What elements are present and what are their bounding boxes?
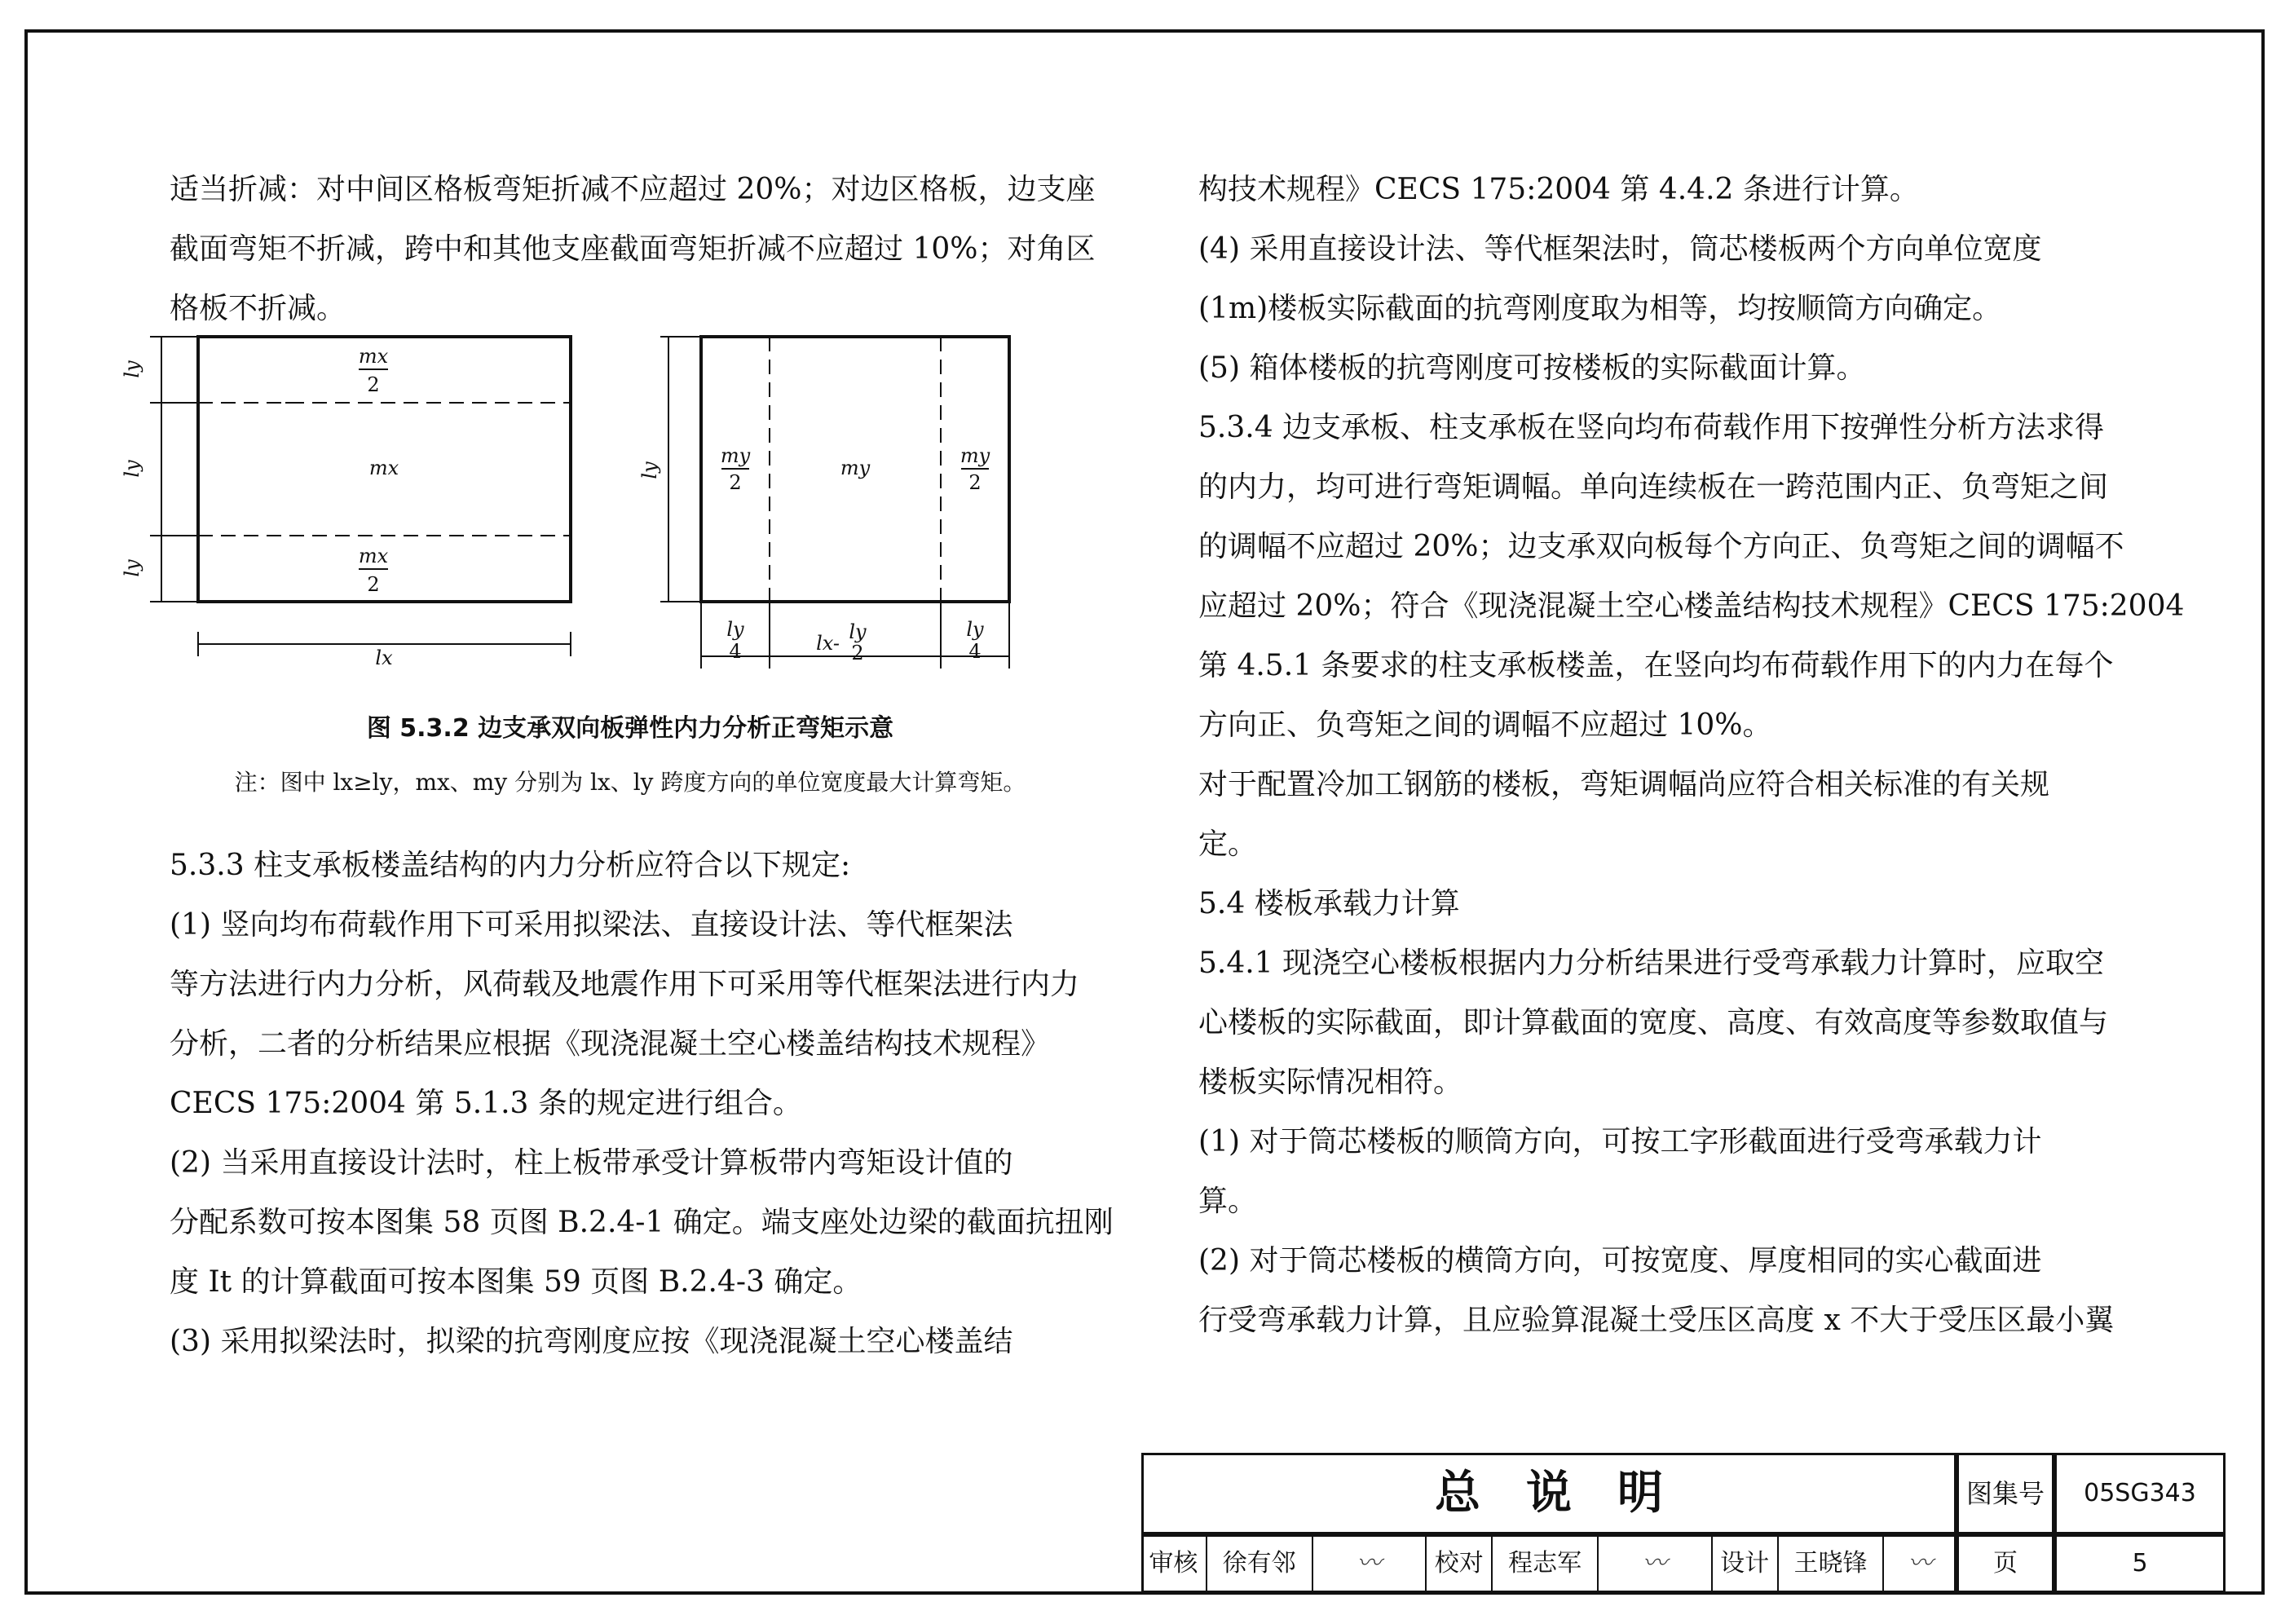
text-line: (1m)楼板实际截面的抗弯刚度取为相等，均按顺筒方向确定。 bbox=[1198, 292, 2002, 325]
ly4-right-den: 4 bbox=[968, 640, 982, 663]
page-number: 5 bbox=[2132, 1549, 2148, 1578]
review-label: 审核 bbox=[1141, 1534, 1207, 1593]
text-line: 的调幅不应超过 20%；边支承双向板每个方向正、负弯矩之间的调幅不 bbox=[1198, 530, 2124, 563]
text-line: 适当折减：对中间区格板弯矩折减不应超过 20%；对边区格板，边支座 bbox=[170, 173, 1096, 206]
lx-label: lx bbox=[375, 647, 393, 669]
ly-over2-num: ly bbox=[849, 620, 867, 643]
reviewer-name: 徐有邻 bbox=[1207, 1534, 1313, 1593]
text-line: (2) 当采用直接设计法时，柱上板带承受计算板带内弯矩设计值的 bbox=[170, 1146, 1013, 1180]
text-line: 对于配置冷加工钢筋的楼板，弯矩调幅尚应符合相关标准的有关规 bbox=[1198, 768, 2050, 801]
ly4-right-num: ly bbox=[966, 618, 984, 641]
text-line: 第 4.5.1 条要求的柱支承板楼盖，在竖向均布荷载作用下的内力在每个 bbox=[1198, 649, 2114, 682]
text-line: 定。 bbox=[1198, 827, 1258, 861]
mx-half-bottom-den: 2 bbox=[367, 573, 380, 596]
title-block bbox=[1141, 1453, 2226, 1593]
check-label: 校对 bbox=[1427, 1534, 1493, 1593]
text-line: 度 It 的计算截面可按本图集 59 页图 B.2.4-3 确定。 bbox=[170, 1265, 862, 1299]
right-column bbox=[1198, 160, 2185, 1350]
text-line: CECS 175:2004 第 5.1.3 条的规定进行组合。 bbox=[170, 1087, 802, 1120]
ly4-left-den: 4 bbox=[729, 640, 742, 663]
mx-half-top-den: 2 bbox=[367, 373, 380, 396]
my-half-right-den: 2 bbox=[968, 471, 982, 494]
text-line: 应超过 20%；符合《现浇混凝土空心楼盖结构技术规程》CECS 175:2004 bbox=[1198, 589, 2185, 623]
text-line: 楼板实际情况相符。 bbox=[1198, 1066, 1463, 1099]
lx-minus-label: lx- bbox=[816, 632, 840, 655]
atlas-number: 05SG343 bbox=[2084, 1479, 2196, 1507]
left-column-continued bbox=[170, 836, 1114, 1371]
reviewer-signature: 〰 bbox=[1313, 1534, 1427, 1593]
my-half-left-num: my bbox=[720, 444, 751, 467]
text-line: 5.4.1 现浇空心楼板根据内力分析结果进行受弯承载力计算时，应取空 bbox=[1198, 947, 2105, 980]
section-heading: 5.3.4 边支承板、柱支承板在竖向均布荷载作用下按弹性分析方法求得 bbox=[1198, 411, 2105, 444]
text-line: 等方法进行内力分析，风荷载及地震作用下可采用等代框架法进行内力 bbox=[170, 968, 1080, 1001]
ly-label: ly bbox=[638, 461, 661, 479]
mx-label: mx bbox=[368, 457, 399, 479]
page-label: 页 bbox=[1993, 1549, 2018, 1578]
ly2-num: ly bbox=[121, 460, 143, 478]
section-heading: 5.4 楼板承载力计算 bbox=[1198, 887, 1460, 920]
text-line: 行受弯承载力计算，且应验算混凝土受压区高度 x 不大于受压区最小翼 bbox=[1198, 1304, 2115, 1337]
ly4-top-num: ly bbox=[121, 360, 143, 378]
text-line: 构技术规程》CECS 175:2004 第 4.4.2 条进行计算。 bbox=[1198, 173, 1919, 206]
text-line: 截面弯矩不折减，跨中和其他支座截面弯矩折减不应超过 10%；对角区 bbox=[170, 232, 1096, 266]
text-line: 分配系数可按本图集 58 页图 B.2.4-1 确定。端支座处边梁的截面抗扭刚 bbox=[170, 1206, 1114, 1239]
text-line: 算。 bbox=[1198, 1185, 1258, 1218]
text-line: (3) 采用拟梁法时，拟梁的抗弯刚度应按《现浇混凝土空心楼盖结 bbox=[170, 1325, 1013, 1358]
mx-half-top-num: mx bbox=[358, 345, 389, 368]
ly-over2-den: 2 bbox=[851, 642, 864, 664]
ly4-bottom-num: ly bbox=[121, 559, 143, 577]
signature-fields bbox=[1141, 1534, 1957, 1593]
my-label: my bbox=[840, 457, 871, 479]
text-line: (4) 采用直接设计法、等代框架法时，筒芯楼板两个方向单位宽度 bbox=[1198, 232, 2042, 266]
sheet-title: 总 说 明 bbox=[1435, 1467, 1663, 1520]
designer-name: 王晓锋 bbox=[1779, 1534, 1885, 1593]
left-column bbox=[170, 160, 1096, 338]
text-line: (2) 对于筒芯楼板的横筒方向，可按宽度、厚度相同的实心截面进 bbox=[1198, 1244, 2042, 1278]
section-heading: 5.3.3 柱支承板楼盖结构的内力分析应符合以下规定: bbox=[170, 849, 851, 882]
moment-figure bbox=[114, 322, 1109, 681]
mx-half-bottom-num: mx bbox=[358, 545, 389, 567]
figure-note: 注：图中 lx≥ly，mx、my 分别为 lx、ly 跨度方向的单位宽度最大计算弯矩。 bbox=[234, 769, 1026, 796]
ly4-left-num: ly bbox=[726, 618, 744, 641]
my-half-right-num: my bbox=[960, 444, 990, 467]
text-line: (5) 箱体楼板的抗弯刚度可按楼板的实际截面计算。 bbox=[1198, 351, 1866, 385]
text-line: (1) 竖向均布荷载作用下可采用拟梁法、直接设计法、等代框架法 bbox=[170, 908, 1013, 942]
text-line: 分析，二者的分析结果应根据《现浇混凝土空心楼盖结构技术规程》 bbox=[170, 1027, 1051, 1061]
text-line: 的内力，均可进行弯矩调幅。单向连续板在一跨范围内正、负弯矩之间 bbox=[1198, 470, 2109, 504]
figure-caption: 图 5.3.2 边支承双向板弹性内力分析正弯矩示意 bbox=[366, 714, 894, 743]
design-label: 设计 bbox=[1713, 1534, 1779, 1593]
text-line: 方向正、负弯矩之间的调幅不应超过 10%。 bbox=[1198, 708, 1772, 742]
text-line: 心楼板的实际截面，即计算截面的宽度、高度、有效高度等参数取值与 bbox=[1198, 1006, 2109, 1039]
text-line: 格板不折减。 bbox=[170, 292, 346, 325]
designer-signature: 〰 bbox=[1908, 1549, 1933, 1578]
checker-name: 程志军 bbox=[1493, 1534, 1599, 1593]
checker-signature: 〰 bbox=[1599, 1534, 1713, 1593]
text-line: (1) 对于筒芯楼板的顺筒方向，可按工字形截面进行受弯承载力计 bbox=[1198, 1125, 2042, 1158]
atlas-label: 图集号 bbox=[1965, 1478, 2045, 1509]
my-half-left-den: 2 bbox=[729, 471, 742, 494]
